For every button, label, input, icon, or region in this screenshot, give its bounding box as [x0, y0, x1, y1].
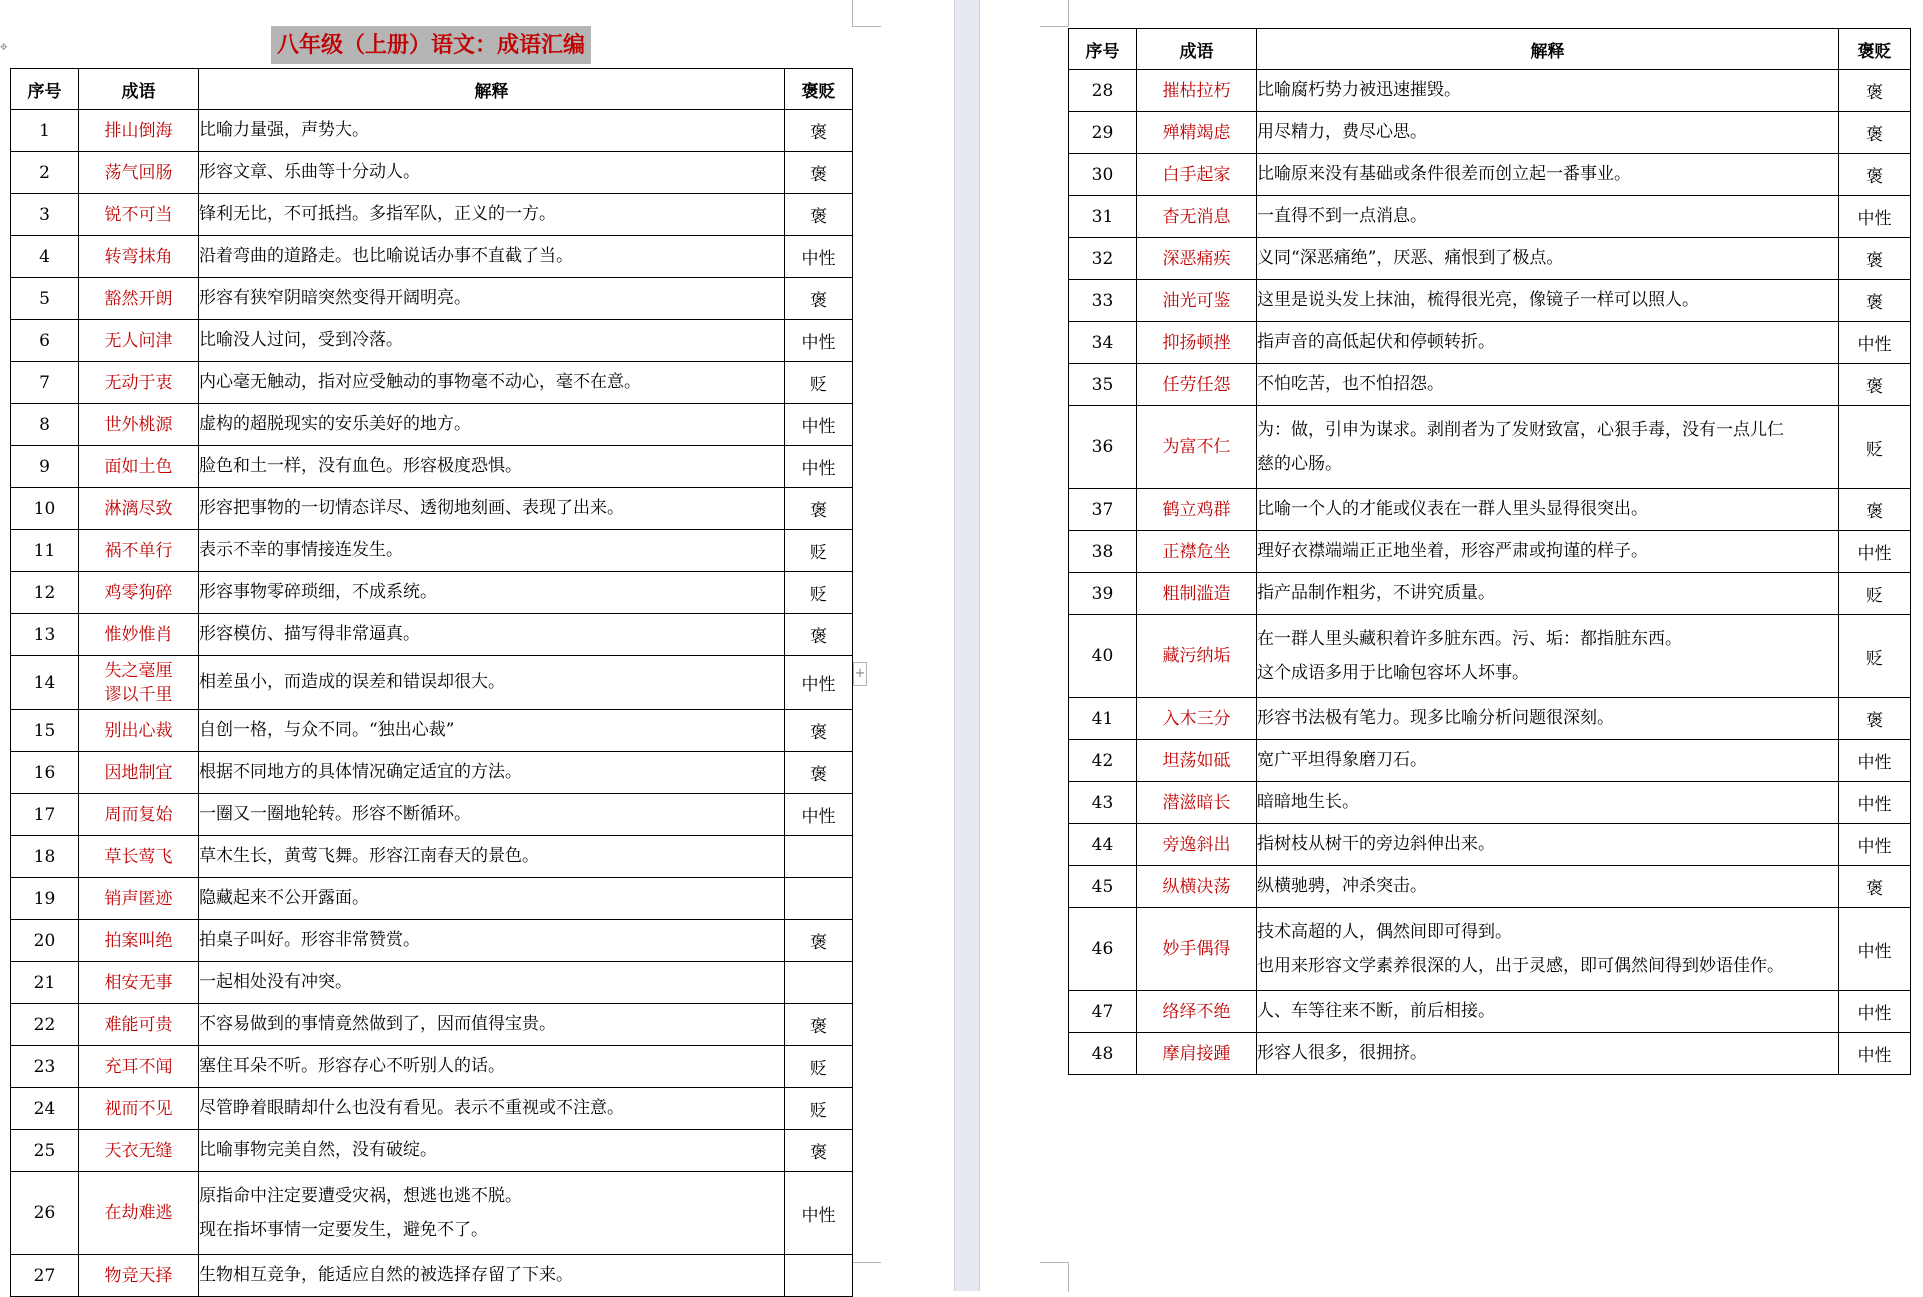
row-number[interactable]: 44: [1069, 824, 1137, 866]
row-number[interactable]: 37: [1069, 489, 1137, 531]
table-row: [1069, 70, 1911, 112]
table-row: [11, 404, 853, 446]
idiom-cell[interactable]: 豁然开朗: [79, 278, 199, 320]
idiom-cell[interactable]: 白手起家: [1137, 154, 1257, 196]
table-row: [1069, 489, 1911, 531]
table-row: [1069, 531, 1911, 573]
table-row: [1069, 322, 1911, 364]
sentiment-cell[interactable]: 中性: [785, 446, 853, 488]
explanation-cell[interactable]: 隐藏起来不公开露面。: [199, 878, 785, 920]
sentiment-cell[interactable]: 褒: [1839, 364, 1911, 406]
table-row: [11, 920, 853, 962]
table-row: [1069, 112, 1911, 154]
sentiment-cell[interactable]: 中性: [785, 656, 853, 710]
table-header-row: [1069, 29, 1911, 70]
table-row: [11, 488, 853, 530]
row-number[interactable]: 31: [1069, 196, 1137, 238]
table-body-left: [11, 110, 853, 1297]
sentiment-cell[interactable]: 中性: [1839, 322, 1911, 364]
row-number[interactable]: 36: [1069, 406, 1137, 489]
explanation-cell[interactable]: 义同“深恶痛绝”，厌恶、痛恨到了极点。: [1257, 238, 1839, 280]
row-number[interactable]: 9: [11, 446, 79, 488]
explanation-cell[interactable]: 原指命中注定要遭受灾祸，想逃也逃不脱。 现在指坏事情一定要发生，避免不了。: [199, 1172, 785, 1255]
explanation-cell[interactable]: 草木生长，黄莺飞舞。形容江南春天的景色。: [199, 836, 785, 878]
sentiment-cell[interactable]: 褒: [1839, 489, 1911, 531]
idiom-cell[interactable]: 坦荡如砥: [1137, 740, 1257, 782]
explanation-cell[interactable]: 沿着弯曲的道路走。也比喻说话办事不直截了当。: [199, 236, 785, 278]
idiom-cell[interactable]: 充耳不闻: [79, 1046, 199, 1088]
explanation-cell[interactable]: 根据不同地方的具体情况确定适宜的方法。: [199, 752, 785, 794]
sentiment-cell[interactable]: 中性: [785, 794, 853, 836]
corner-mark-top-right: [852, 0, 881, 27]
header-no: 序号: [11, 69, 79, 110]
row-number[interactable]: 19: [11, 878, 79, 920]
row-number[interactable]: 15: [11, 710, 79, 752]
idiom-cell[interactable]: 锐不可当: [79, 194, 199, 236]
idiom-cell[interactable]: 排山倒海: [79, 110, 199, 152]
sentiment-cell[interactable]: 褒: [1839, 112, 1911, 154]
table-row: [1069, 908, 1911, 991]
table-row: [1069, 991, 1911, 1033]
explanation-cell[interactable]: 比喻一个人的才能或仪表在一群人里头显得很突出。: [1257, 489, 1839, 531]
idiom-cell[interactable]: 鸡零狗碎: [79, 572, 199, 614]
row-number[interactable]: 41: [1069, 698, 1137, 740]
explanation-cell[interactable]: 指树枝从树干的旁边斜伸出来。: [1257, 824, 1839, 866]
explanation-cell[interactable]: 表示不幸的事情接连发生。: [199, 530, 785, 572]
idiom-cell[interactable]: 鹤立鸡群: [1137, 489, 1257, 531]
idiom-cell[interactable]: 殚精竭虑: [1137, 112, 1257, 154]
row-number[interactable]: 33: [1069, 280, 1137, 322]
sentiment-cell[interactable]: 中性: [1839, 1033, 1911, 1075]
row-number[interactable]: 43: [1069, 782, 1137, 824]
table-row: [1069, 740, 1911, 782]
explanation-cell[interactable]: 生物相互竞争，能适应自然的被选择存留了下来。: [199, 1255, 785, 1297]
add-column-icon[interactable]: +: [853, 662, 867, 686]
explanation-cell[interactable]: 指产品制作粗劣，不讲究质量。: [1257, 573, 1839, 615]
idiom-cell[interactable]: 摩肩接踵: [1137, 1033, 1257, 1075]
table-row: [11, 572, 853, 614]
table-row: [11, 836, 853, 878]
table-row: [11, 152, 853, 194]
explanation-cell[interactable]: 形容模仿、描写得非常逼真。: [199, 614, 785, 656]
sentiment-cell[interactable]: 中性: [1839, 991, 1911, 1033]
idiom-cell[interactable]: 祸不单行: [79, 530, 199, 572]
explanation-cell[interactable]: 形容人很多，很拥挤。: [1257, 1033, 1839, 1075]
idiom-cell[interactable]: 周而复始: [79, 794, 199, 836]
header-no: 序号: [1069, 29, 1137, 70]
idiom-cell[interactable]: 粗制滥造: [1137, 573, 1257, 615]
idiom-cell[interactable]: 摧枯拉朽: [1137, 70, 1257, 112]
sentiment-cell[interactable]: 中性: [1839, 908, 1911, 991]
table-row: [1069, 364, 1911, 406]
idiom-cell[interactable]: 淋漓尽致: [79, 488, 199, 530]
explanation-cell[interactable]: 一起相处没有冲突。: [199, 962, 785, 1004]
explanation-cell[interactable]: 形容书法极有笔力。现多比喻分析问题很深刻。: [1257, 698, 1839, 740]
row-number[interactable]: 2: [11, 152, 79, 194]
idiom-cell[interactable]: 失之毫厘 谬以千里: [79, 656, 199, 710]
row-number[interactable]: 21: [11, 962, 79, 1004]
table-row: [11, 1172, 853, 1255]
idiom-cell[interactable]: 无人问津: [79, 320, 199, 362]
table-row: [11, 878, 853, 920]
idiom-cell[interactable]: 拍案叫绝: [79, 920, 199, 962]
sentiment-cell[interactable]: 贬: [785, 1046, 853, 1088]
sentiment-cell[interactable]: 褒: [1839, 280, 1911, 322]
explanation-cell[interactable]: 比喻原来没有基础或条件很差而创立起一番事业。: [1257, 154, 1839, 196]
explanation-cell[interactable]: 比喻没人过问，受到冷落。: [199, 320, 785, 362]
sentiment-cell[interactable]: 褒: [1839, 698, 1911, 740]
sentiment-cell[interactable]: 中性: [1839, 196, 1911, 238]
row-number[interactable]: 17: [11, 794, 79, 836]
table-row: [1069, 238, 1911, 280]
sentiment-cell[interactable]: [785, 836, 853, 878]
sentiment-cell[interactable]: 褒: [785, 614, 853, 656]
idiom-cell[interactable]: 旁逸斜出: [1137, 824, 1257, 866]
idiom-cell[interactable]: 妙手偶得: [1137, 908, 1257, 991]
idiom-cell[interactable]: 视而不见: [79, 1088, 199, 1130]
explanation-cell[interactable]: 形容把事物的一切情态详尽、透彻地刻画、表现了出来。: [199, 488, 785, 530]
table-row: [11, 962, 853, 1004]
table-row: [11, 1088, 853, 1130]
table-row: [11, 530, 853, 572]
table-row: [11, 752, 853, 794]
row-number[interactable]: 7: [11, 362, 79, 404]
sentiment-cell[interactable]: 褒: [785, 110, 853, 152]
sentiment-cell[interactable]: 褒: [785, 920, 853, 962]
sentiment-cell[interactable]: [785, 878, 853, 920]
table-body-right: [1069, 70, 1911, 1075]
explanation-cell[interactable]: 比喻事物完美自然，没有破绽。: [199, 1130, 785, 1172]
table-row: [1069, 698, 1911, 740]
explanation-cell[interactable]: 不容易做到的事情竟然做到了，因而值得宝贵。: [199, 1004, 785, 1046]
corner-mark-bottom-left: [1040, 1262, 1069, 1292]
table-row: [11, 1004, 853, 1046]
idiom-cell[interactable]: 因地制宜: [79, 752, 199, 794]
row-number[interactable]: 32: [1069, 238, 1137, 280]
sentiment-cell[interactable]: 贬: [785, 572, 853, 614]
table-row: [11, 656, 853, 710]
explanation-cell[interactable]: 暗暗地生长。: [1257, 782, 1839, 824]
row-number[interactable]: 14: [11, 656, 79, 710]
explanation-cell[interactable]: 形容文章、乐曲等十分动人。: [199, 152, 785, 194]
sentiment-cell[interactable]: 贬: [1839, 406, 1911, 489]
sentiment-cell[interactable]: 褒: [785, 278, 853, 320]
sentiment-cell[interactable]: 贬: [1839, 573, 1911, 615]
corner-mark-bottom-right: [852, 1262, 881, 1292]
sentiment-cell[interactable]: 褒: [1839, 154, 1911, 196]
title-wrap: [10, 26, 852, 64]
idiom-cell[interactable]: 入木三分: [1137, 698, 1257, 740]
idiom-cell[interactable]: 杳无消息: [1137, 196, 1257, 238]
row-number[interactable]: 46: [1069, 908, 1137, 991]
idiom-table-left: [10, 68, 853, 1297]
row-number[interactable]: 38: [1069, 531, 1137, 573]
table-row: [1069, 782, 1911, 824]
explanation-cell[interactable]: 形容有狭窄阴暗突然变得开阔明亮。: [199, 278, 785, 320]
explanation-cell[interactable]: 内心毫无触动，指对应受触动的事物毫不动心，毫不在意。: [199, 362, 785, 404]
explanation-cell[interactable]: 自创一格，与众不同。“独出心裁”: [199, 710, 785, 752]
explanation-cell[interactable]: 用尽精力，费尽心思。: [1257, 112, 1839, 154]
idiom-cell[interactable]: 无动于衷: [79, 362, 199, 404]
row-number[interactable]: 13: [11, 614, 79, 656]
idiom-cell[interactable]: 销声匿迹: [79, 878, 199, 920]
explanation-cell[interactable]: 人、车等往来不断，前后相接。: [1257, 991, 1839, 1033]
row-number[interactable]: 5: [11, 278, 79, 320]
sentiment-cell[interactable]: 褒: [785, 1004, 853, 1046]
table-row: [1069, 280, 1911, 322]
idiom-cell[interactable]: 草长莺飞: [79, 836, 199, 878]
explanation-cell[interactable]: 在一群人里头藏积着许多脏东西。污、垢：都指脏东西。 这个成语多用于比喻包容坏人坏事。: [1257, 615, 1839, 698]
row-number[interactable]: 35: [1069, 364, 1137, 406]
sentiment-cell[interactable]: 中性: [785, 236, 853, 278]
table-row: [11, 1130, 853, 1172]
explanation-cell[interactable]: 一直得不到一点消息。: [1257, 196, 1839, 238]
explanation-cell[interactable]: 纵横驰骋，冲杀突击。: [1257, 866, 1839, 908]
sentiment-cell[interactable]: 中性: [1839, 824, 1911, 866]
row-number[interactable]: 12: [11, 572, 79, 614]
sentiment-cell[interactable]: 褒: [785, 194, 853, 236]
idiom-cell[interactable]: 正襟危坐: [1137, 531, 1257, 573]
row-number[interactable]: 40: [1069, 615, 1137, 698]
explanation-cell[interactable]: 形容事物零碎琐细，不成系统。: [199, 572, 785, 614]
row-number[interactable]: 8: [11, 404, 79, 446]
row-number[interactable]: 42: [1069, 740, 1137, 782]
explanation-cell[interactable]: 脸色和土一样，没有血色。形容极度恐惧。: [199, 446, 785, 488]
idiom-cell[interactable]: 别出心裁: [79, 710, 199, 752]
sentiment-cell[interactable]: 中性: [785, 320, 853, 362]
explanation-cell[interactable]: 尽管睁着眼睛却什么也没有看见。表示不重视或不注意。: [199, 1088, 785, 1130]
row-number[interactable]: 30: [1069, 154, 1137, 196]
explanation-cell[interactable]: 一圈又一圈地轮转。形容不断循环。: [199, 794, 785, 836]
explanation-cell[interactable]: 理好衣襟端端正正地坐着，形容严肃或拘谨的样子。: [1257, 531, 1839, 573]
explanation-cell[interactable]: 比喻腐朽势力被迅速摧毁。: [1257, 70, 1839, 112]
table-row: [11, 794, 853, 836]
row-number[interactable]: 4: [11, 236, 79, 278]
explanation-cell[interactable]: 宽广平坦得象磨刀石。: [1257, 740, 1839, 782]
sentiment-cell[interactable]: 贬: [785, 1088, 853, 1130]
row-number[interactable]: 28: [1069, 70, 1137, 112]
row-number[interactable]: 11: [11, 530, 79, 572]
row-number[interactable]: 18: [11, 836, 79, 878]
table-row: [1069, 196, 1911, 238]
idiom-cell[interactable]: 任劳任怨: [1137, 364, 1257, 406]
table-row: [11, 614, 853, 656]
idiom-cell[interactable]: 潜滋暗长: [1137, 782, 1257, 824]
idiom-cell[interactable]: 难能可贵: [79, 1004, 199, 1046]
row-number[interactable]: 25: [11, 1130, 79, 1172]
corner-mark-top-left: [1040, 0, 1069, 27]
table-row: [11, 446, 853, 488]
table-row: [1069, 824, 1911, 866]
header-explain: 解释: [1257, 29, 1839, 70]
table-row: [11, 194, 853, 236]
idiom-cell[interactable]: 纵横决荡: [1137, 866, 1257, 908]
table-move-handle-icon[interactable]: ✥: [0, 43, 8, 53]
sentiment-cell[interactable]: 褒: [1839, 866, 1911, 908]
table-row: [11, 710, 853, 752]
sentiment-cell[interactable]: 中性: [1839, 740, 1911, 782]
sentiment-cell[interactable]: 褒: [785, 1130, 853, 1172]
row-number[interactable]: 20: [11, 920, 79, 962]
idiom-cell[interactable]: 抑扬顿挫: [1137, 322, 1257, 364]
idiom-cell[interactable]: 在劫难逃: [79, 1172, 199, 1255]
row-number[interactable]: 26: [11, 1172, 79, 1255]
sentiment-cell[interactable]: 褒: [785, 488, 853, 530]
page-gutter: [954, 0, 980, 1291]
row-number[interactable]: 29: [1069, 112, 1137, 154]
sentiment-cell[interactable]: [785, 1255, 853, 1297]
table-row: [1069, 1033, 1911, 1075]
row-number[interactable]: 23: [11, 1046, 79, 1088]
table-row: [11, 236, 853, 278]
explanation-cell[interactable]: 比喻力量强，声势大。: [199, 110, 785, 152]
table-row: [11, 110, 853, 152]
table-row: [11, 278, 853, 320]
table-row: [1069, 615, 1911, 698]
explanation-cell[interactable]: 锋利无比，不可抵挡。多指军队，正义的一方。: [199, 194, 785, 236]
sentiment-cell[interactable]: 中性: [785, 1172, 853, 1255]
row-number[interactable]: 24: [11, 1088, 79, 1130]
row-number[interactable]: 6: [11, 320, 79, 362]
document-title: 八年级（上册）语文：成语汇编: [271, 26, 591, 64]
header-tag: 褒贬: [1839, 29, 1911, 70]
page-left: [0, 0, 954, 1291]
page-right: [980, 0, 1923, 1291]
idiom-cell[interactable]: 转弯抹角: [79, 236, 199, 278]
idiom-cell[interactable]: 络绎不绝: [1137, 991, 1257, 1033]
idiom-cell[interactable]: 藏污纳垢: [1137, 615, 1257, 698]
sentiment-cell[interactable]: [785, 962, 853, 1004]
idiom-cell[interactable]: 面如土色: [79, 446, 199, 488]
row-number[interactable]: 48: [1069, 1033, 1137, 1075]
explanation-cell[interactable]: 技术高超的人，偶然间即可得到。 也用来形容文学素养很深的人，出于灵感，即可偶然间得到妙语佳作。: [1257, 908, 1839, 991]
row-number[interactable]: 39: [1069, 573, 1137, 615]
row-number[interactable]: 1: [11, 110, 79, 152]
row-number[interactable]: 16: [11, 752, 79, 794]
idiom-cell[interactable]: 深恶痛疾: [1137, 238, 1257, 280]
explanation-cell[interactable]: 虚构的超脱现实的安乐美好的地方。: [199, 404, 785, 446]
row-number[interactable]: 10: [11, 488, 79, 530]
idiom-cell[interactable]: 天衣无缝: [79, 1130, 199, 1172]
table-row: [11, 320, 853, 362]
table-row: [1069, 406, 1911, 489]
idiom-cell[interactable]: 荡气回肠: [79, 152, 199, 194]
explanation-cell[interactable]: 塞住耳朵不听。形容存心不听别人的话。: [199, 1046, 785, 1088]
row-number[interactable]: 34: [1069, 322, 1137, 364]
sentiment-cell[interactable]: 褒: [1839, 70, 1911, 112]
idiom-cell[interactable]: 相安无事: [79, 962, 199, 1004]
sentiment-cell[interactable]: 中性: [1839, 531, 1911, 573]
sentiment-cell[interactable]: 中性: [785, 404, 853, 446]
idiom-cell[interactable]: 物竞天择: [79, 1255, 199, 1297]
explanation-cell[interactable]: 相差虽小，而造成的误差和错误却很大。: [199, 656, 785, 710]
table-row: [11, 362, 853, 404]
idiom-cell[interactable]: 世外桃源: [79, 404, 199, 446]
explanation-cell[interactable]: 不怕吃苦，也不怕招怨。: [1257, 364, 1839, 406]
idiom-cell[interactable]: 为富不仁: [1137, 406, 1257, 489]
sentiment-cell[interactable]: 贬: [785, 530, 853, 572]
row-number[interactable]: 3: [11, 194, 79, 236]
sentiment-cell[interactable]: 贬: [1839, 615, 1911, 698]
sentiment-cell[interactable]: 褒: [785, 710, 853, 752]
row-number[interactable]: 27: [11, 1255, 79, 1297]
table-row: [1069, 573, 1911, 615]
table-header-row: [11, 69, 853, 110]
idiom-cell[interactable]: 惟妙惟肖: [79, 614, 199, 656]
sentiment-cell[interactable]: 贬: [785, 362, 853, 404]
header-tag: 褒贬: [785, 69, 853, 110]
explanation-cell[interactable]: 拍桌子叫好。形容非常赞赏。: [199, 920, 785, 962]
table-row: [11, 1255, 853, 1297]
sentiment-cell[interactable]: 褒: [785, 152, 853, 194]
explanation-cell[interactable]: 这里是说头发上抹油，梳得很光亮，像镜子一样可以照人。: [1257, 280, 1839, 322]
row-number[interactable]: 22: [11, 1004, 79, 1046]
row-number[interactable]: 47: [1069, 991, 1137, 1033]
sentiment-cell[interactable]: 褒: [1839, 238, 1911, 280]
header-explain: 解释: [199, 69, 785, 110]
explanation-cell[interactable]: 为：做，引申为谋求。剥削者为了发财致富，心狠手毒，没有一点儿仁 慈的心肠。: [1257, 406, 1839, 489]
idiom-cell[interactable]: 油光可鉴: [1137, 280, 1257, 322]
table-row: [11, 1046, 853, 1088]
idiom-table-right: [1068, 28, 1911, 1075]
table-row: [1069, 154, 1911, 196]
row-number[interactable]: 45: [1069, 866, 1137, 908]
sentiment-cell[interactable]: 褒: [785, 752, 853, 794]
header-idiom: 成语: [1137, 29, 1257, 70]
sentiment-cell[interactable]: 中性: [1839, 782, 1911, 824]
explanation-cell[interactable]: 指声音的高低起伏和停顿转折。: [1257, 322, 1839, 364]
table-row: [1069, 866, 1911, 908]
header-idiom: 成语: [79, 69, 199, 110]
